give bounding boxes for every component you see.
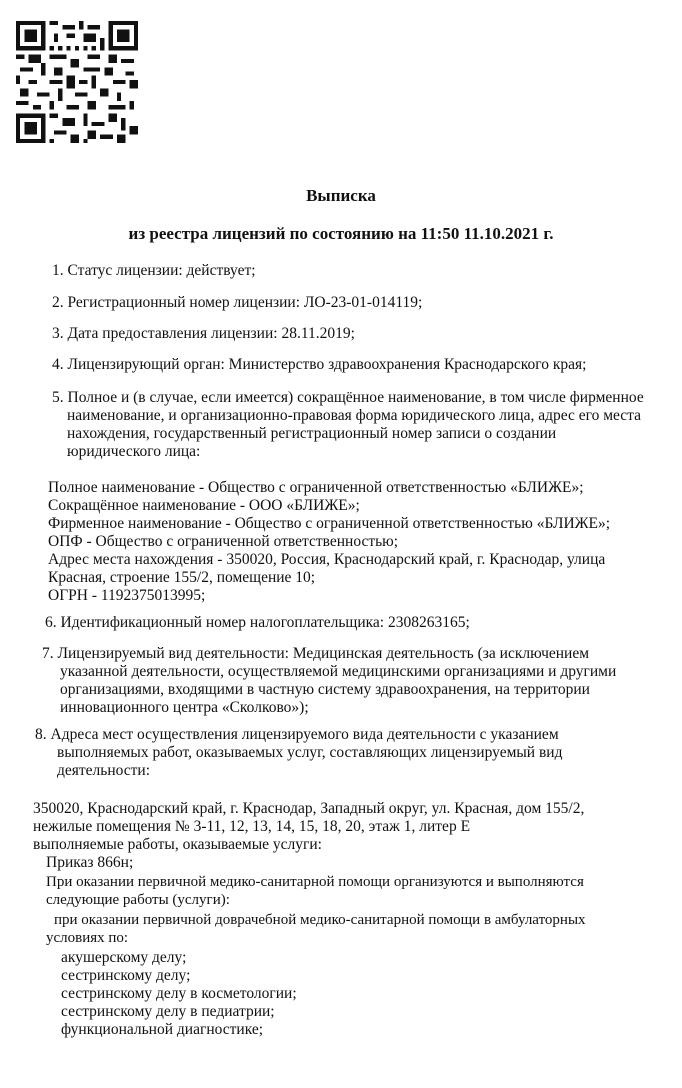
org-ogrn: ОГРН - 1192375013995; [48,587,206,604]
service-item: функциональной диагностике; [61,1021,264,1038]
qr-code-icon [16,18,138,146]
outpatient-line: при оказании первичной доврачебной медико-санитарной помощи в амбулаторных [54,912,586,928]
item5-line: 5. Полное и (в случае, если имеется) сокращённое наименование, в том числе фирменное [52,389,644,406]
item-issue-date: 3. Дата предоставления лицензии: 28.11.2019; [52,325,355,342]
item7-line: инновационного центра «Сколково»); [60,699,309,716]
document-subtitle: из реестра лицензий по состоянию на 11:50 11.10.2021 г. [128,224,554,243]
item7-line: 7. Лицензируемый вид деятельности: Медицинская деятельность (за исключением [42,645,590,662]
service-item: сестринскому делу в педиатрии; [61,1003,275,1020]
outpatient-line: условиях по: [46,930,129,946]
item-license-status: 1. Статус лицензии: действует; [52,262,256,279]
service-item: сестринскому делу в косметологии; [61,985,297,1002]
primary-care-line: При оказании первичной медико-санитарной помощи организуются и выполняются [46,874,584,890]
item-inn: 6. Идентификационный номер налогоплательщика: 2308263165; [45,614,470,631]
activity-address: нежилые помещения № 3-11, 12, 13, 14, 15, 18, 20, этаж 1, литер Е [33,818,471,835]
activity-address: 350020, Краснодарский край, г. Краснодар, Западный округ, ул. Красная, дом 155/2, [33,800,585,817]
org-full-name: Полное наименование - Общество с ограниченной ответственностью «БЛИЖЕ»; [48,479,584,496]
item8-line: 8. Адреса мест осуществления лицензируемого вида деятельности с указанием [35,726,559,743]
org-brand-name: Фирменное наименование - Общество с ограниченной ответственностью «БЛИЖЕ»; [48,515,611,532]
item7-line: организациями, входящими в частную систему здравоохранения, на территории [60,681,590,698]
item5-line: наименование, и организационно-правовая форма юридического лица, адрес его места [67,407,642,424]
org-address: Адрес места нахождения - 350020, Россия, Краснодарский край, г. Краснодар, улица [48,551,606,568]
item-registration-number: 2. Регистрационный номер лицензии: ЛО-23-01-014119; [52,294,423,311]
org-address: Красная, строение 155/2, помещение 10; [48,569,316,586]
item5-line: нахождения, государственный регистрационный номер записи о создании [67,425,557,442]
item-licensing-authority: 4. Лицензирующий орган: Министерство здравоохранения Краснодарского края; [52,356,587,373]
item7-line: указанной деятельности, осуществляемой медицинскими организациями и другими [60,663,617,680]
order-number: Приказ 866н; [46,854,134,871]
document-title: Выписка [306,186,376,205]
org-legal-form: ОПФ - Общество с ограниченной ответственностью; [48,533,399,550]
item5-line: юридического лица: [67,443,201,460]
service-item: сестринскому делу; [61,967,191,984]
activity-address: выполняемые работы, оказываемые услуги: [33,836,322,853]
item8-line: выполняемых работ, оказываемых услуг, составляющих лицензируемый вид [57,744,563,761]
primary-care-line: следующие работы (услуги): [46,892,230,908]
org-short-name: Сокращённое наименование - ООО «БЛИЖЕ»; [48,497,360,514]
item8-line: деятельности: [57,762,151,779]
service-item: акушерскому делу; [61,949,187,966]
